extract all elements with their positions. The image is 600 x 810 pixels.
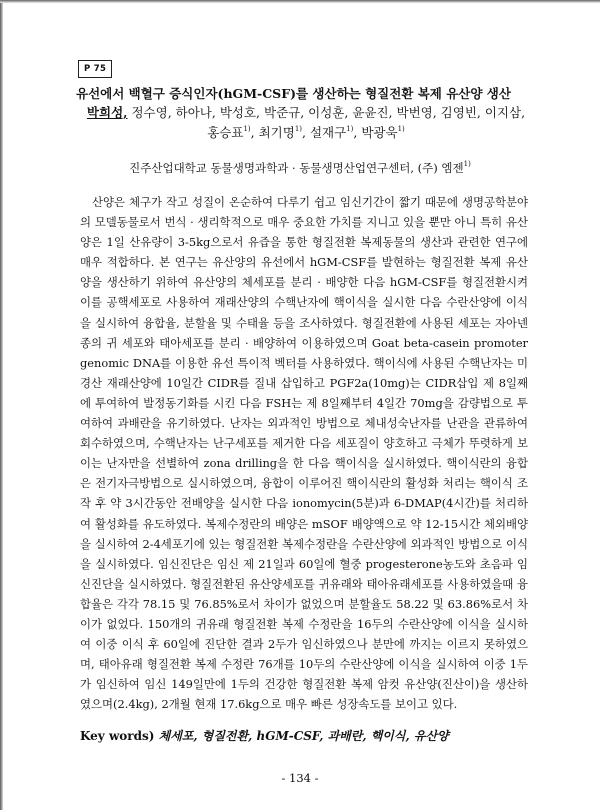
author-seol: , 설재구 [302, 125, 347, 140]
affiliation [0, 160, 600, 176]
affil-mark: 1) [397, 125, 405, 133]
authors-line1-rest: 정수영, 하아나, 박성호, 박준규, 이성훈, 윤윤진, 박번영, 김영빈, 이지삼, [127, 105, 526, 120]
affil-mark: 1) [346, 125, 354, 133]
author-choi: , 최기명 [250, 125, 295, 140]
author-hong: 홍승표 [207, 125, 244, 140]
author-park: , 박광욱 [353, 125, 398, 140]
affil-mark: 1) [243, 125, 251, 133]
author-line-2 [76, 123, 536, 143]
page-number: - 134 - [281, 771, 319, 785]
affil-mark: 1) [463, 160, 471, 168]
author-line-1 [76, 103, 536, 123]
scan-edge-top [0, 0, 600, 3]
presenting-author: 박희성, [86, 105, 128, 120]
affiliation-text: 진주산업대학교 동물생명과학과 · 동물생명산업연구센터, (주) 엠젠 [129, 161, 464, 175]
keywords [80, 728, 540, 744]
keywords-list: 체세포, 형질전환, hGM-CSF, 과배란, 핵이식, 유산양 [158, 729, 449, 743]
author-list [76, 103, 536, 143]
poster-number-badge: P 75 [78, 60, 112, 78]
keywords-label: Key words) [80, 729, 159, 743]
scan-edge-left [0, 0, 3, 810]
affil-mark: 1) [294, 125, 303, 133]
paper-title: 유선에서 백혈구 증식인자(hGM-CSF)를 생산하는 형질전환 복제 유산양 생산 [76, 86, 511, 101]
abstract-body: 산양은 체구가 작고 성질이 온순하여 다루기 쉽고 임신기간이 짧기 때문에 생명공학분야의 모델동물로서 번식 · 생리학적으로 매우 중요한 가치를 지니고 있을 뿐만 아니 특히 유산양은 1일 산유량이 3-5kg으로서 유즙을 통한 형질전환 복제동물의 생산과 관련한 연구에 매우 적합하다. 본 연구는 유산양의 유선에서 hGM-CSF를 발현하는 형질전환 복제 유산양을 생산하기 위하여 유산양의 체세포를 분리 · 배양한 다음 hGM-CSF를 형질전환시켜 이를 공핵세포로 사용하여 재래산양의 수핵난자에 핵이식을 실시한 다음 수란산양에 이식을 실시하여 융합율, 분할율 및 수태율 등을 조사하였다. 형질전환에 사용된 세포는 자아넨종의 귀 세포와 태아세포를 분리 · 배양하여 이용하였으며 Goat beta-casein promoter genomic DNA를 이용한 유선 특이적 벡터를 사용하였다. 핵이식에 사용된 수핵난자는 미경산 재래산양에 10일간 CIDR를 질내 삽입하고 PGF2a(10mg)는 CIDR삽입 제 8일째에 투여하여 발정동기화를 시킨 다음 FSH는 제 8일째부터 4일간 70mg을 감량법으로 투여하여 과배란을 유기하였다. 난자는 외과적인 방법으로 체내성숙난자를 난관을 관류하여 회수하였으며, 수핵난자는 난구세포를 제거한 다음 세포질이 양호하고 극체가 뚜렷하게 보이는 난자만을 선별하여 zona drilling을 한 다음 핵이식을 실시하였다. 핵이식란의 융합은 전기자극방법으로 실시하였으며, 융합이 이루어진 핵이식란의 활성화 처리는 핵이식 조작 후 약 3시간동안 전배양을 실시한 다음 ionomycin(5분)과 6-DMAP(4시간)를 처리하여 활성화를 유도하였다. 복제수정란의 배양은 mSOF 배양액으로 약 12-15시간 체외배양을 실시하여 2-4세포기에 있는 형질전환 복제수정란을 수란산양에 외과적인 방법으로 이식을 실시하였다. 임신진단은 임신 제 21일과 60일에 혈중 progesterone농도와 초음파 임신진단을 실시하였다. 형질전환된 유산양세포를 귀유래와 태아유래세포를 사용하였을때 융합율은 각각 78.15 및 76.85%로서 차이가 없었으며 분할율도 58.22 및 63.86%로서 차이가 없었다. 150개의 귀유래 형질전환 복제 수정란을 16두의 수란산양에 이식을 실시하여 이중 이식 후 60일에 진단한 결과 2두가 임신하였으나 분만에 까지는 이르지 못하였으며, 태아유래 형질전환 복제 수정란 76개를 10두의 수란산양에 이식을 실시하여 이중 1두가 임신하여 임신 149일만에 1두의 건강한 형질전환 복제 암컷 유산양(진산이)을 생산하였으며(2.4kg), 2개월 현재 17.6kg으로 매우 빠른 성장속도를 보이고 있다. [80, 195, 528, 712]
